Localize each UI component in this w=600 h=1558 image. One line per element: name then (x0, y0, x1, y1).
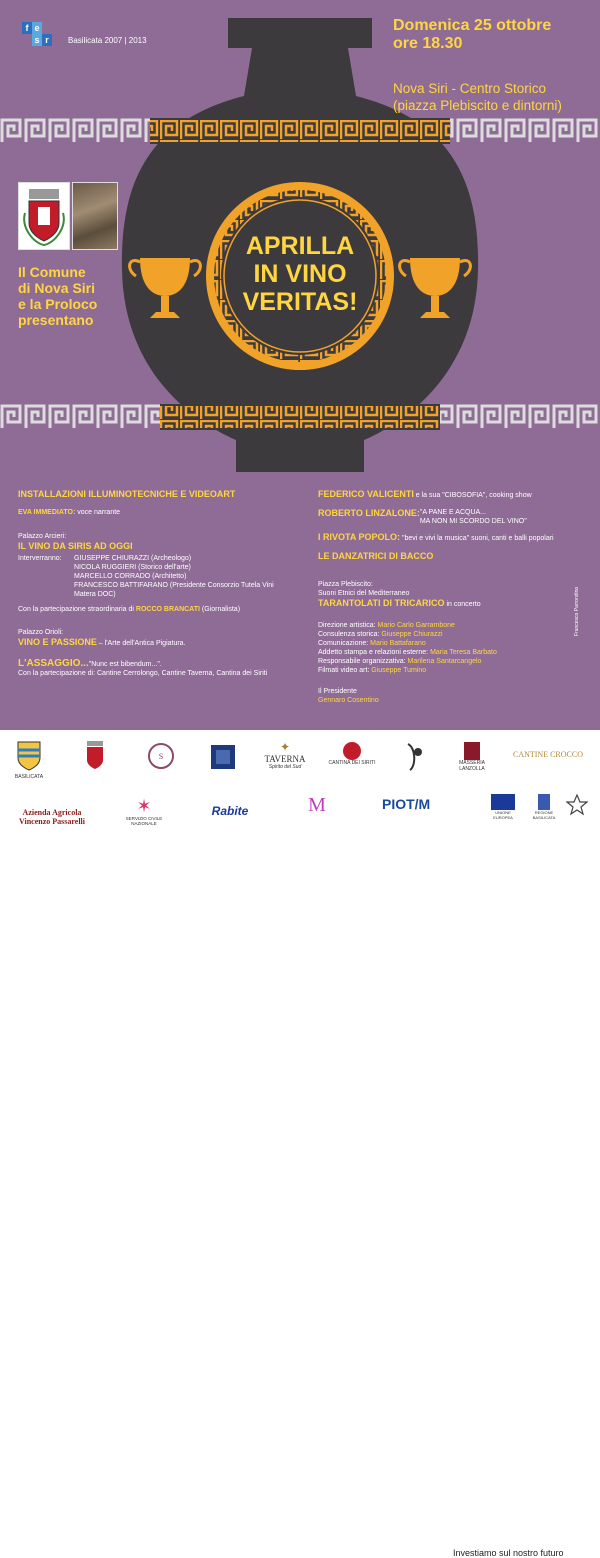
rivota-sub: "bevi e vivi la musica" suoni, canti e balli popolari (400, 535, 554, 542)
arcieri-title: IL VINO DA SIRIS AD OGGI (18, 541, 133, 551)
event-venue (393, 80, 562, 114)
sponsors-strip (0, 730, 600, 1558)
valicenti-name: FEDERICO VALICENTI (318, 489, 414, 499)
presenter-line: e la Proloco (18, 296, 98, 312)
ministry-seal-logo (208, 742, 238, 772)
photographer-credit: Francesco Parrondino (574, 586, 580, 636)
credit-role: Filmati video art: (318, 667, 372, 674)
rivota-name: I RIVOTA POPOLO: (318, 532, 401, 542)
orioli-place: Palazzo Orioli: (18, 629, 64, 636)
credit-row (318, 639, 583, 648)
eu-flag-logo (486, 794, 520, 820)
azienda-passarelli-logo (12, 808, 92, 826)
presidente-name: Gennaro Cosentino (318, 697, 379, 704)
presenter-line: Il Comune (18, 264, 86, 280)
credit-row (318, 630, 583, 639)
credit-role: Consulenza storica: (318, 631, 382, 638)
nova-siri-crest-logo (82, 740, 108, 772)
program-right (318, 489, 583, 705)
venue-line: Nova Siri - Centro Storico (393, 81, 547, 96)
credit-name: Marilena Santarcangelo (407, 658, 482, 665)
regione-label: REGIONE BASILICATA (532, 810, 556, 820)
pontifical-seal-logo (148, 740, 174, 772)
plebiscito-sub: Suoni Etnici del Mediterraneo (318, 590, 410, 597)
credit-role: Comunicazione: (318, 640, 371, 647)
arcieri-place: Palazzo Arcieri: (18, 533, 67, 540)
azienda-line: Vincenzo Passarelli (19, 817, 85, 826)
nova-siri-crest (18, 182, 70, 250)
sponsor-tagline: Investiamo sul nostro futuro (453, 1548, 564, 1558)
credit-name: Mario Battafarano (370, 640, 426, 647)
unione-label: UNIONE EUROPEA (493, 810, 513, 820)
title-line: IN VINO (253, 260, 347, 288)
tarantolati-name: TARANTOLATI DI TRICARICO (318, 598, 445, 608)
taverna-label: TAVERNA (264, 754, 306, 764)
masseria-label: MASSERIA LANZOLLA (459, 760, 485, 772)
fesr-logo (22, 22, 62, 46)
cantine-crocco-logo: CANTINE CROCCO (512, 750, 583, 759)
masseria-lanzolla-logo (452, 742, 492, 772)
tarantolati-sub: in concerto (444, 601, 481, 608)
assaggio-sub: "Nunc est bibendum...". (88, 661, 162, 668)
event-date (393, 17, 551, 53)
fesr-letter: r (42, 34, 52, 46)
interverranno-label: Interverranno: (18, 555, 62, 562)
credit-name: Giuseppe Tumino (371, 667, 427, 674)
credit-role: Addetto stampa e relazioni esterne: (318, 649, 431, 656)
credit-row (318, 666, 583, 675)
speaker: NICOLA RUGGIERI (Storico dell'arte) (74, 564, 191, 571)
servizio-civile-logo: ✶ SERVIZIO CIVILE NAZIONALE (120, 796, 168, 826)
presenter-line: di Nova Siri (18, 280, 96, 296)
event-title (212, 232, 388, 316)
program-left (18, 489, 308, 678)
regione-basilicata-logo (524, 794, 564, 820)
eva-name: EVA IMMEDIATO: (18, 509, 76, 516)
linzalone-sub: "A PANE E ACQUA... (419, 509, 486, 516)
title-line: APRILLA (245, 232, 355, 260)
presenters-text (18, 264, 97, 328)
credit-role: Direzione artistica: (318, 622, 378, 629)
presidente-label: Il Presidente (318, 688, 357, 695)
speaker: GIUSEPPE CHIURAZZI (Archeologo) (74, 555, 192, 562)
cantina-siriti-logo (324, 742, 380, 766)
basilicata-label: BASILICATA (14, 774, 44, 780)
basilicata-crest-logo (14, 740, 44, 780)
orioli-sub: – l'Arte dell'Antica Pigiatura. (96, 640, 186, 647)
credit-row (318, 657, 583, 666)
venue-line: (piazza Plebiscito e dintorni) (393, 98, 562, 113)
presenter-line: presentano (18, 312, 94, 328)
taverna-logo: ✦ TAVERNA Spirito del Sud (260, 740, 310, 770)
azienda-line: Azienda Agricola (22, 808, 82, 817)
eva-role: voce narrante (75, 509, 121, 516)
title-line: VERITAS! (242, 288, 358, 316)
speaker: FRANCESCO BATTIFARANO (Presidente Consorzio Tutela Vini (74, 582, 274, 589)
credit-name: Mario Carlo Garrambone (377, 622, 455, 629)
danzatrici-heading: LE DANZATRICI DI BACCO (318, 551, 434, 561)
speaker: MARCELLO CORRADO (Architetto) (74, 573, 187, 580)
linzalone-name: ROBERTO LINZALONE: (318, 508, 420, 518)
taverna-sub: Spirito del Sud (268, 764, 302, 770)
fesr-region: Basilicata 2007 | 2013 (68, 36, 147, 45)
poster (0, 0, 600, 730)
credit-name: Giuseppe Chiurazzi (381, 631, 443, 638)
fesr-letter: e (32, 22, 42, 34)
credit-role: Responsabile organizzativa: (318, 658, 408, 665)
assaggio-title: L'ASSAGGIO... (18, 658, 89, 669)
orioli-title: VINO E PASSIONE (18, 637, 97, 647)
partecipazione-role: (Giornalista) (199, 606, 241, 613)
credit-row (318, 648, 583, 657)
historic-street-photo (72, 182, 118, 250)
cantine-text: Con la partecipazione di: Cantine Cerrolongo, Cantine Taverna, Cantina dei Siriti (18, 670, 268, 677)
credits-list (318, 621, 583, 675)
valicenti-sub: e la sua "CIBOSOFIA", cooking show (413, 492, 532, 499)
partecipazione-text: Con la partecipazione straordinaria di (18, 606, 136, 613)
fesr-letter: s (32, 34, 42, 46)
date-line: Domenica 25 ottobre (393, 17, 552, 34)
svg-text:S: S (158, 752, 164, 761)
partecipazione-name: ROCCO BRANCATI (135, 606, 200, 613)
credit-row (318, 621, 583, 630)
rabite-logo: Rabite (211, 804, 249, 818)
time-line: ore 18.30 (393, 35, 463, 52)
piotm-logo: PIOT/M (382, 796, 431, 812)
credit-name: Maria Teresa Barbato (430, 649, 497, 656)
italian-republic-emblem (566, 794, 588, 816)
cantina-siriti-label: CANTINA DEI SIRITI (328, 760, 376, 766)
matera-doc-logo (400, 740, 430, 774)
plebiscito-place: Piazza Plebiscito: (318, 581, 373, 588)
fesr-letter: f (22, 22, 32, 34)
installazioni-heading: INSTALLAZIONI ILLUMINOTECNICHE E VIDEOART (18, 489, 236, 499)
servizio-label: SERVIZIO CIVILE NAZIONALE (125, 816, 163, 826)
speaker: Matera DOC) (74, 591, 116, 598)
linzalone-sub: MA NON MI SCORDO DEL VINO" (419, 518, 527, 525)
ma-logo: M (308, 794, 326, 816)
